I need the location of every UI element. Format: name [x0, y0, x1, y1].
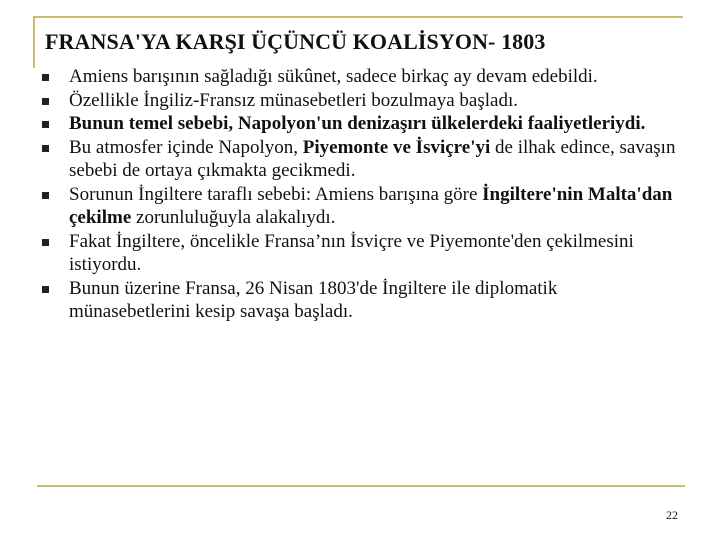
bullet-text-bold: İngiltere'nin Malta'dan çekilme: [69, 183, 673, 228]
slide-title: FRANSA'YA KARŞI ÜÇÜNCÜ KOALİSYON- 1803: [45, 29, 546, 54]
square-bullet-icon: [42, 74, 49, 81]
square-bullet-icon: [42, 192, 49, 199]
title-frame-vertical-line: [33, 16, 35, 68]
bullet-item: [36, 136, 676, 183]
bullet-text: Fakat İngiltere, öncelikle Fransa’nın İsviçre ve Piyemonte'den çekilmesini istiyordu.: [69, 230, 634, 275]
square-bullet-icon: [42, 98, 49, 105]
bullet-item: [36, 89, 676, 113]
bullet-item: [36, 112, 676, 136]
title-frame-horizontal-line: [33, 16, 683, 18]
bullet-item: [36, 183, 676, 230]
bullet-text: de ilhak edince, savaşın sebebi de ortaya çıkmakta gecikmedi.: [69, 136, 676, 181]
bullet-text: zorunluluğuyla alakalıydı.: [131, 207, 336, 228]
bullet-item: [36, 230, 676, 277]
square-bullet-icon: [42, 145, 49, 152]
bullet-list: [36, 65, 676, 324]
bullet-text: Bunun üzerine Fransa, 26 Nisan 1803'de İngiltere ile diplomatik münasebetlerini kesip savaşa başladı.: [69, 277, 558, 322]
bullet-text: Bu atmosfer içinde Napolyon,: [69, 136, 303, 158]
bullet-item: [36, 65, 676, 89]
bullet-text: Amiens barışının sağladığı sükûnet, sadece birkaç ay devam edebildi.: [69, 66, 598, 87]
bullet-text-bold: Bunun temel sebebi, Napolyon'un denizaşırı ülkelerdeki faaliyetleriydi.: [69, 113, 646, 134]
bullet-text: Sorunun İngiltere taraflı sebebi: Amiens barışına göre: [69, 183, 483, 205]
bullet-text: Özellikle İngiliz-Fransız münasebetleri bozulmaya başladı.: [69, 89, 518, 111]
page-number: 22: [666, 508, 678, 522]
footer-divider: [37, 485, 685, 487]
bullet-item: [36, 277, 676, 324]
square-bullet-icon: [42, 121, 49, 128]
bullet-text-bold: Piyemonte ve İsviçre'yi: [302, 136, 491, 158]
square-bullet-icon: [42, 239, 49, 246]
square-bullet-icon: [42, 286, 49, 293]
